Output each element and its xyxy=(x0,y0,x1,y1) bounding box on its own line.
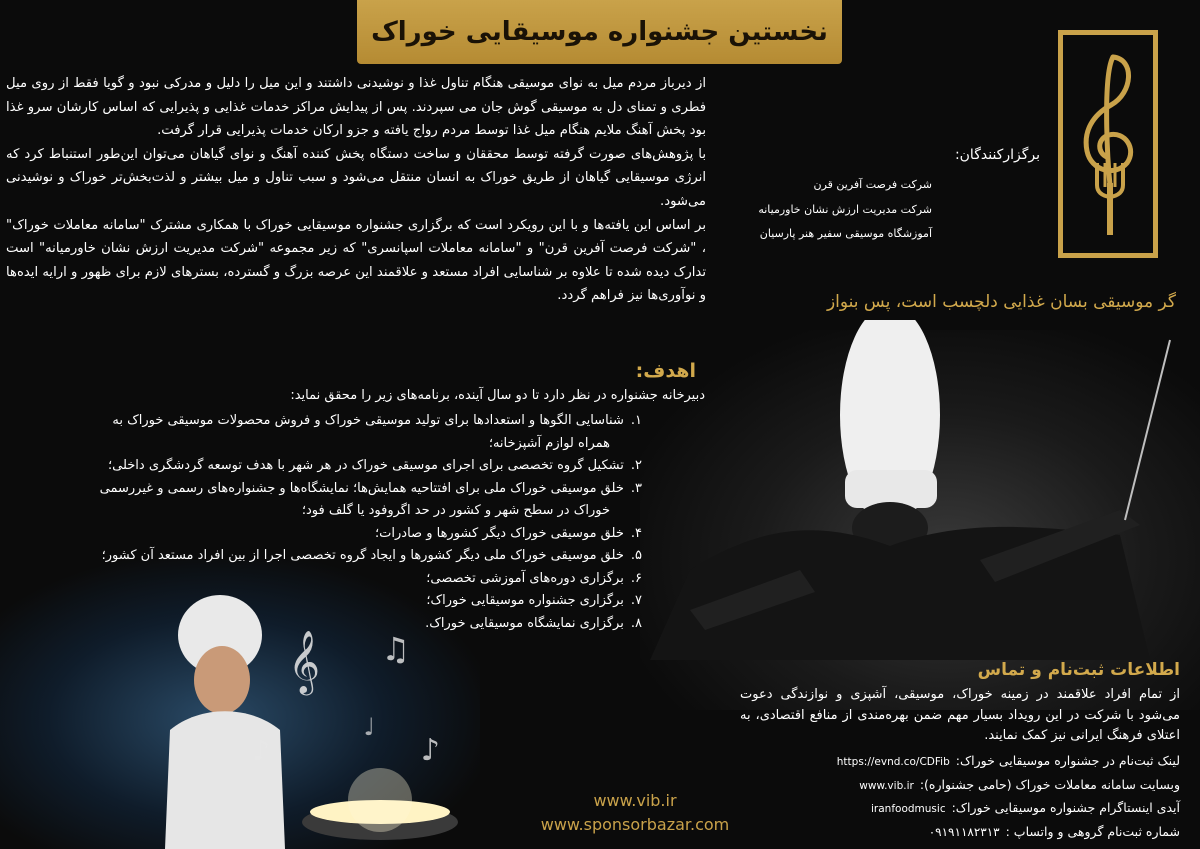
contact-lines xyxy=(740,750,1180,843)
instagram-id[interactable]: iranfoodmusic xyxy=(871,803,946,815)
treble-clef-fork-icon xyxy=(1063,35,1153,253)
svg-text:♪: ♪ xyxy=(252,734,270,767)
organizers-list xyxy=(720,173,932,247)
organizers-label: برگزارکنندگان: xyxy=(954,147,1040,163)
website-line xyxy=(740,774,1180,798)
goal-text: برگزاری دوره‌های آموزشی تخصصی؛ xyxy=(426,570,624,586)
intro-paragraph-3: بر اساس این یافته‌ها و با این رویکرد است که برگزاری جشنواره موسیقایی خوراک با همکاری مشترک "سامانه معاملات خوراک" ، "شرکت فرصت آفرین قرن" و "سامانه معاملات اسپانسری" که زیر مجموعه "شرکت مدیریت ارزش نشان خاورمیانه" است تدارک دیده شده تا علاوه بر شناسایی افراد مستعد و علاقمند این عرصه بزرگ و گسترده، بسترهای لازم برای ظهور و ارایه ایده‌ها و نوآوری‌ها نیز فراهم گردد. xyxy=(6,217,706,304)
organizer-item: شرکت فرصت آفرین قرن xyxy=(813,178,932,191)
contact-heading: اطلاعات ثبت‌نام و تماس xyxy=(977,660,1180,680)
goal-item xyxy=(0,523,642,546)
goal-item xyxy=(0,455,642,478)
goal-text-continued: همراه لوازم آشپزخانه؛ xyxy=(488,435,610,451)
registration-link[interactable]: https://evnd.co/CDFib xyxy=(836,756,950,768)
contact-body xyxy=(740,685,1180,747)
goals-intro: دبیرخانه جشنواره در نظر دارد تا دو سال آینده، برنامه‌های زیر را محقق نماید: xyxy=(290,388,705,403)
goal-text: خلق موسیقی خوراک ملی دیگر کشورها و ایجاد گروه تخصصی اجرا از بین افراد مستعد آن کشور؛ xyxy=(101,548,624,563)
goal-number: ۷. xyxy=(630,593,642,608)
instagram-line xyxy=(740,797,1180,821)
website-link[interactable]: www.vib.ir xyxy=(859,779,914,792)
goal-number: ۶. xyxy=(630,570,642,586)
phone-line xyxy=(740,821,1180,844)
goals-heading: اهدف: xyxy=(635,360,696,382)
intro-section xyxy=(6,72,706,308)
svg-text:♪: ♪ xyxy=(420,733,440,768)
intro-paragraph-1: از دیرباز مردم میل به نوای موسیقی هنگام تناول غذا و نوشیدنی داشتند و این میل را دلیل و مدرکی نبود و گویا فقط از روی میل فطری و تمنای دل به موسیقی گوش جان می سپردند. پس از پیدایش مراکز خدمات غذایی و پذیرایی که اساس کارشان سرو غذا بود پخش آهنگ ملایم هنگام میل غذا توسط مردم رواج یافته و جزو ارکان خدمات پذیرایی قرار گرفت. xyxy=(6,76,706,139)
organizer-item: آموزشگاه موسیقی سفیر هنر پارسیان xyxy=(759,227,932,240)
goal-number: ۱. xyxy=(630,413,642,428)
svg-text:𝄞: 𝄞 xyxy=(288,630,320,693)
goal-number: ۲. xyxy=(630,458,642,473)
sponsorbazar-url[interactable]: www.sponsorbazar.com xyxy=(540,815,730,834)
contact-label: آیدی اینستاگرام جشنواره موسیقایی خوراک: xyxy=(951,800,1180,815)
goal-number: ۸. xyxy=(630,615,642,631)
organizer-item: شرکت مدیریت ارزش نشان خاورمیانه xyxy=(758,202,932,216)
contact-label: وبسایت سامانه معاملات خوراک (حامی جشنواره): xyxy=(919,776,1180,792)
page-title: نخستین جشنواره موسیقایی خوراک xyxy=(371,17,828,47)
registration-link-line xyxy=(740,750,1180,774)
contact-paragraph: از تمام افراد علاقمند در زمینه خوراک، موسیقی، آشپزی و نوازندگی دعوت می‌شود با شرکت در این رویداد بسیار مهم ضمن بهره‌مندی از منافع اقتصادی، به اعتلای فرهنگ ایرانی نیز کمک نمایند. xyxy=(740,687,1180,743)
goal-text: خلق موسیقی خوراک ملی برای افتتاحیه همایش‌ها؛ نمایشگاه‌ها و جشنواره‌های رسمی و غیررسمی xyxy=(99,480,624,496)
goal-text: تشکیل گروه تخصصی برای اجرای موسیقی خوراک در هر شهر با هدف توسعه گردشگری داخلی؛ xyxy=(107,458,624,473)
goal-text: برگزاری نمایشگاه موسیقایی خوراک. xyxy=(425,615,624,631)
festival-logo xyxy=(1058,30,1158,258)
contact-label: لینک ثبت‌نام در جشنواره موسیقایی خوراک: xyxy=(955,753,1180,768)
cook-with-notes-image xyxy=(150,560,490,849)
goal-text: شناسایی الگوها و استعدادها برای تولید موسیقی خوراک و فروش محصولات موسیقی خوراک به xyxy=(112,413,624,428)
goal-item xyxy=(0,478,642,523)
goal-item xyxy=(0,410,642,455)
vib-url[interactable]: www.vib.ir xyxy=(593,791,677,810)
slogan: گر موسیقی بسان غذایی دلچسب است، پس بنواز xyxy=(826,292,1176,312)
svg-text:♫: ♫ xyxy=(381,630,410,668)
goal-number: ۳. xyxy=(630,480,642,496)
phone-number[interactable]: ۰۹۱۹۱۱۸۲۳۱۳ xyxy=(928,824,1000,839)
goal-text: برگزاری جشنواره موسیقایی خوراک؛ xyxy=(426,593,624,608)
goal-number: ۵. xyxy=(630,548,642,563)
goal-text-continued: خوراک در سطح شهر و کشور در حد اگروفود یا گلف فود؛ xyxy=(301,503,610,518)
contact-label: شماره ثبت‌نام گروهی و واتساپ : xyxy=(1005,823,1180,839)
goal-text: خلق موسیقی خوراک دیگر کشورها و صادرات؛ xyxy=(375,525,624,541)
chef-conductor-image xyxy=(650,320,1190,660)
goal-number: ۴. xyxy=(630,525,642,541)
svg-text:♩: ♩ xyxy=(363,713,375,741)
title-banner xyxy=(357,0,842,64)
intro-paragraph-2: با پژوهش‌های صورت گرفته توسط محققان و ساخت دستگاه پخش کننده آهنگ و نوای گیاهان می‌توان این‌طور استنباط کرد که انرژی موسیقایی گیاهان از طریق خوراک به انسان منتقل می‌شود و سبب تناول و میل بیشتر و لذت‌بخش‌تر خوراک و نوشیدنی می‌شود. xyxy=(6,146,706,209)
